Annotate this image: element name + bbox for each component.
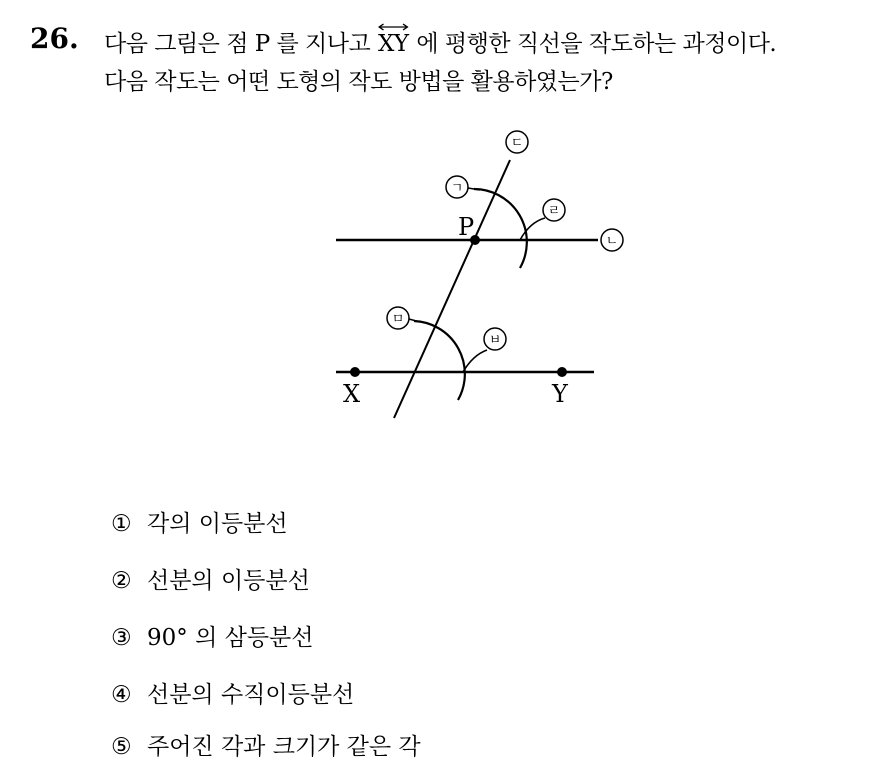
svg-text:ㄷ: ㄷ [510, 136, 524, 151]
choice-mark: ③ [111, 625, 132, 651]
label-x: X [343, 380, 361, 408]
choice-mark: ① [111, 511, 132, 537]
arc-mark-bieup [463, 350, 487, 372]
answer-choice-5[interactable] [111, 728, 421, 761]
choice-text: 선분의 이등분선 [147, 568, 310, 594]
step-label-giyeok [446, 176, 480, 198]
choice-text: 선분의 수직이등분선 [147, 682, 355, 708]
line-xy-label: XY [378, 31, 409, 57]
step-label-rieul [543, 199, 565, 221]
step-label-mieum [387, 307, 420, 329]
answer-choice-1[interactable] [111, 505, 288, 538]
svg-text:ㄴ: ㄴ [605, 234, 619, 249]
choice-mark: ④ [111, 682, 132, 708]
step-label-bieup [484, 328, 506, 350]
answer-choice-3[interactable] [111, 619, 313, 652]
transversal-line [391, 160, 510, 418]
question-number: 26. [30, 22, 79, 55]
arc-at-p [474, 189, 527, 268]
question-text-before: 다음 그림은 점 P 를 지나고 [104, 31, 378, 57]
label-y: Y [552, 380, 568, 408]
choice-text: 90° 의 삼등분선 [147, 625, 314, 651]
svg-text:ㄹ: ㄹ [547, 204, 561, 219]
point-x [350, 367, 360, 377]
svg-text:ㅁ: ㅁ [391, 312, 405, 327]
svg-text:ㄱ: ㄱ [450, 181, 464, 196]
answer-choice-2[interactable] [111, 562, 310, 595]
choice-mark: ⑤ [111, 734, 132, 760]
choice-text: 주어진 각과 크기가 같은 각 [147, 734, 421, 760]
step-label-nieun [601, 229, 623, 251]
step-label-digeut [506, 131, 528, 153]
answer-choice-4[interactable] [111, 676, 354, 709]
question-line-2: 다음 작도는 어떤 도형의 작도 방법을 활용하였는가? [104, 69, 613, 95]
svg-text:ㅂ: ㅂ [488, 333, 502, 348]
point-y [557, 367, 567, 377]
question-text-after: 에 평행한 직선을 작도하는 과정이다. [409, 31, 777, 57]
arc-at-xy [414, 321, 465, 400]
choice-text: 각의 이등분선 [147, 511, 288, 537]
choice-mark: ② [111, 568, 132, 594]
label-p: P [458, 213, 475, 241]
